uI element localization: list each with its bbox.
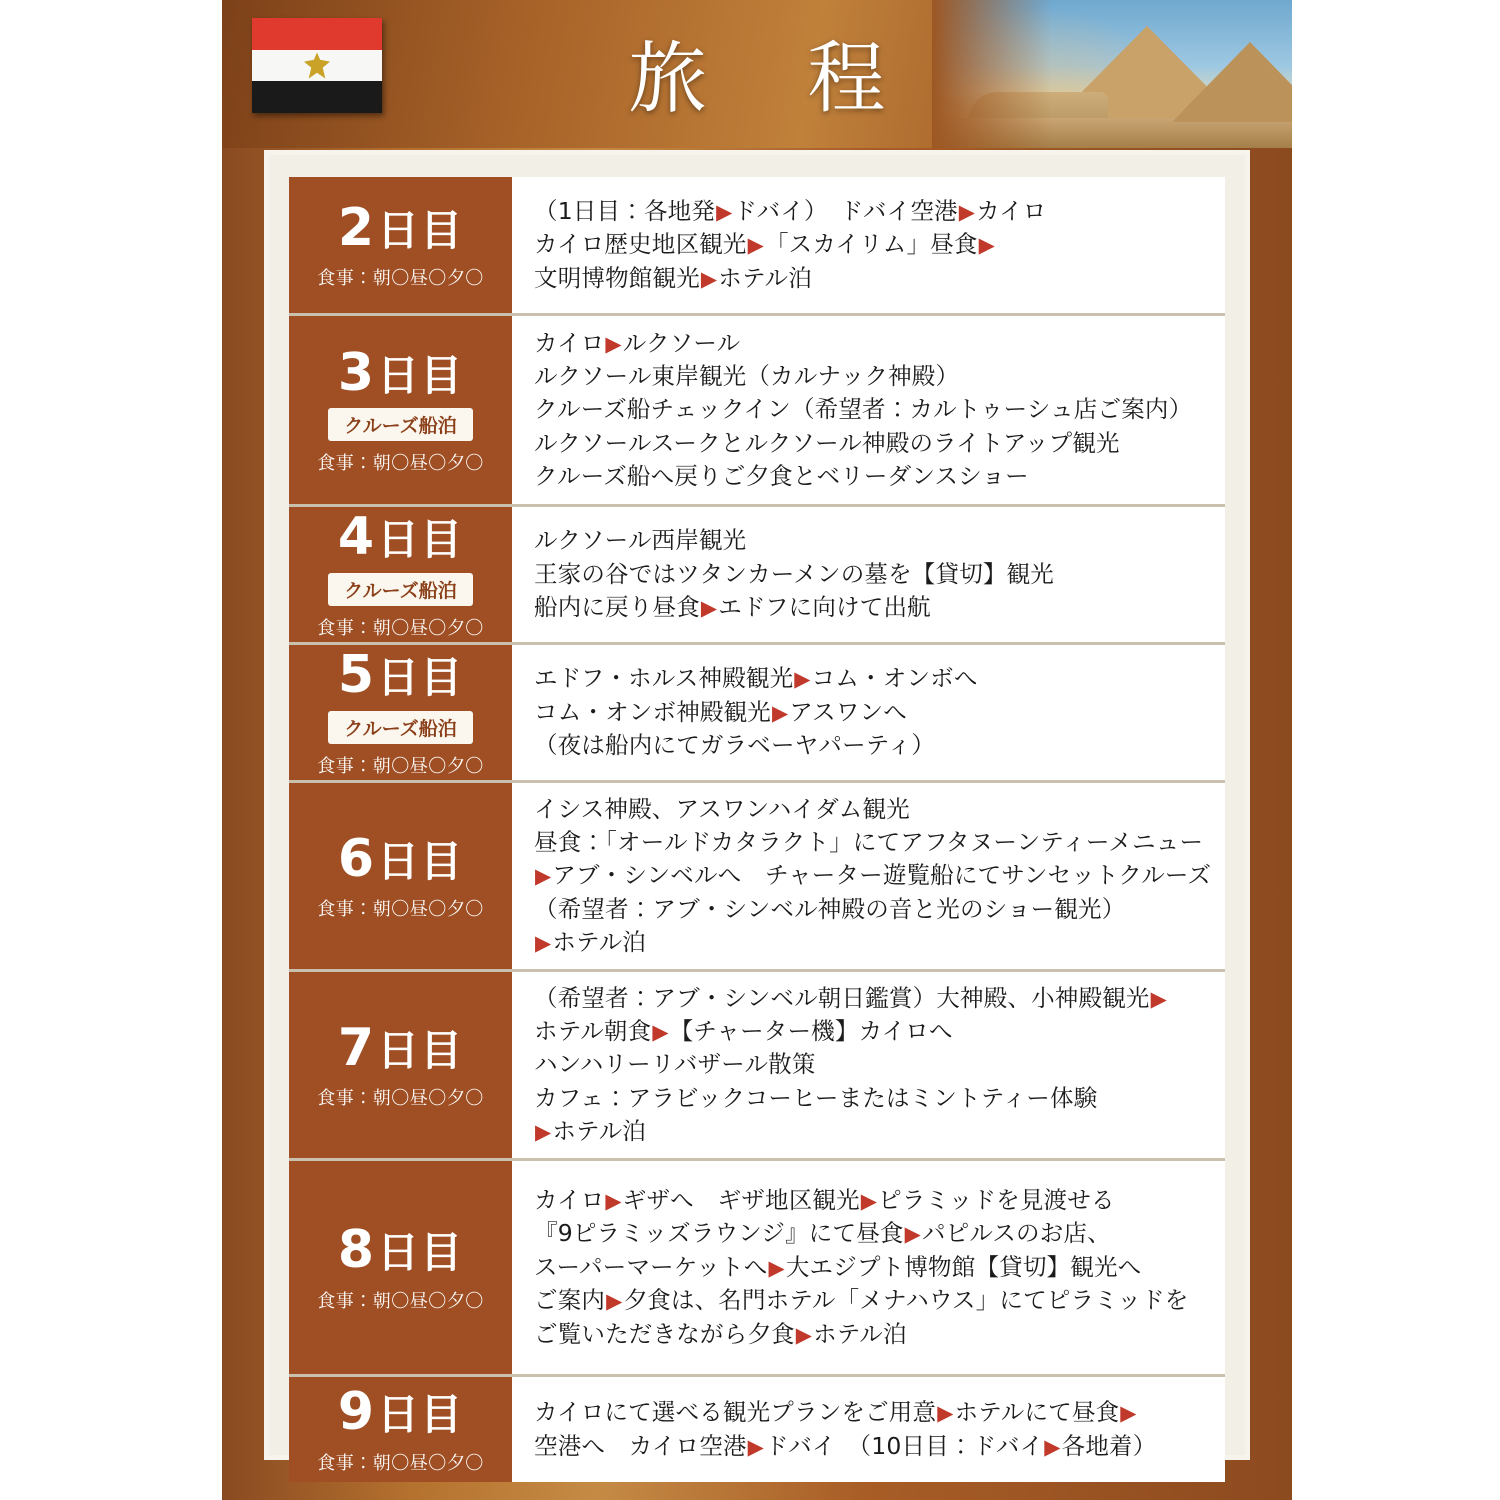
day-cell <box>289 1161 512 1374</box>
arrow-icon: ▶ <box>1150 986 1167 1011</box>
day-label <box>337 828 464 889</box>
decorative-frame <box>222 0 1292 1500</box>
description-line: カイロ▶ルクソール <box>534 328 741 357</box>
arrow-icon: ▶ <box>860 1189 878 1214</box>
arrow-icon: ▶ <box>716 199 733 224</box>
arrow-icon: ▶ <box>747 1434 764 1459</box>
arrow-icon: ▶ <box>700 596 718 621</box>
arrow-icon: ▶ <box>768 1255 785 1280</box>
description-line: ご覧いただきながら夕食▶ホテル泊 <box>534 1319 907 1348</box>
page-header <box>222 0 1292 148</box>
description-line: 昼食：「オールドカタラクト」にてアフタヌーンティーメニュー <box>534 827 1204 856</box>
page-title: 旅 程 <box>628 34 924 124</box>
arrow-icon: ▶ <box>978 233 995 258</box>
meal-info: 食事：朝〇昼〇夕〇 <box>317 899 484 921</box>
meal-info: 食事：朝〇昼〇夕〇 <box>317 1452 484 1474</box>
description-line: ▶アブ・シンベルへ チャーター遊覧船にてサンセットクルーズ <box>535 861 1212 890</box>
table-row <box>289 316 1225 504</box>
description-line: ルクソール東岸観光（カルナック神殿） <box>534 361 960 390</box>
day-cell <box>289 972 512 1158</box>
meal-info: 食事：朝〇昼〇夕〇 <box>317 1088 484 1110</box>
table-row <box>289 1377 1225 1482</box>
day-suffix: 日目 <box>377 1025 464 1075</box>
arrow-icon: ▶ <box>904 1222 921 1247</box>
description-line: カイロにて選べる観光プランをご用意▶ホテルにて昼食▶ <box>534 1398 1137 1427</box>
description-line: （希望者：アブ・シンベル朝日鑑賞）大神殿、小神殿観光▶ <box>534 983 1167 1012</box>
meal-info: 食事：朝〇昼〇夕〇 <box>317 617 484 639</box>
day-number: 7 <box>337 1017 376 1078</box>
description-line: ルクソール西岸観光 <box>534 526 747 555</box>
day-label <box>337 1017 464 1078</box>
table-row <box>289 507 1225 642</box>
arrow-icon: ▶ <box>652 1019 669 1044</box>
description-line: コム・オンボ神殿観光▶アスワンへ <box>534 697 907 726</box>
description-line: ハンハリーリバザール散策 <box>534 1050 816 1079</box>
day-suffix: 日目 <box>377 515 464 565</box>
description-line: （希望者：アブ・シンベル神殿の音と光のショー観光） <box>534 894 1126 923</box>
day-cell <box>289 783 512 969</box>
description-cell <box>512 1377 1225 1482</box>
arrow-icon: ▶ <box>958 199 976 224</box>
description-line: 空港へ カイロ空港▶ドバイ （10日目：ドバイ▶各地着） <box>534 1431 1157 1460</box>
day-label <box>337 645 464 706</box>
description-line: ▶ホテル泊 <box>535 1117 646 1146</box>
day-number: 9 <box>337 1382 376 1443</box>
arrow-icon: ▶ <box>535 931 552 956</box>
arrow-icon: ▶ <box>1044 1434 1061 1459</box>
arrow-icon: ▶ <box>606 1289 623 1314</box>
description-cell <box>512 972 1225 1158</box>
description-line: 『9ピラミッズラウンジ』にて昼食▶パピルスのお店、 <box>534 1219 1111 1248</box>
description-line: スーパーマーケットへ▶大エジプト博物館【貸切】観光へ <box>534 1252 1142 1281</box>
day-cell <box>289 316 512 504</box>
arrow-icon: ▶ <box>772 700 789 725</box>
itinerary-table <box>289 177 1225 1474</box>
meal-info: 食事：朝〇昼〇夕〇 <box>317 453 484 475</box>
day-suffix: 日目 <box>377 205 464 255</box>
day-label <box>337 197 464 258</box>
day-number: 3 <box>337 342 376 403</box>
day-suffix: 日目 <box>377 1390 464 1440</box>
table-row <box>289 1161 1225 1374</box>
description-cell <box>512 507 1225 642</box>
table-row <box>289 783 1225 969</box>
arrow-icon: ▶ <box>535 1120 552 1145</box>
table-row <box>289 177 1225 313</box>
cruise-badge: クルーズ船泊 <box>328 408 472 441</box>
arrow-icon: ▶ <box>937 1401 954 1426</box>
description-cell <box>512 783 1225 969</box>
description-line: （夜は船内にてガラベーヤパーティ） <box>534 731 936 760</box>
description-line: カフェ：アラビックコーヒーまたはミントティー体験 <box>534 1083 1098 1112</box>
arrow-icon: ▶ <box>535 864 552 889</box>
cruise-badge: クルーズ船泊 <box>328 573 472 606</box>
description-line: エドフ・ホルス神殿観光▶コム・オンボへ <box>534 664 978 693</box>
day-number: 6 <box>337 828 376 889</box>
day-suffix: 日目 <box>377 1228 464 1278</box>
description-line: カイロ歴史地区観光▶「スカイリム」昼食▶ <box>534 230 995 259</box>
arrow-icon: ▶ <box>605 331 622 356</box>
arrow-icon: ▶ <box>605 1189 622 1214</box>
description-line: カイロ▶ギザへ ギザ地区観光▶ピラミッドを見渡せる <box>534 1186 1115 1215</box>
day-cell <box>289 1377 512 1482</box>
description-cell <box>512 177 1225 313</box>
description-line: 王家の谷ではツタンカーメンの墓を【貸切】観光 <box>534 559 1054 588</box>
description-line: ルクソールスークとルクソール神殿のライトアップ観光 <box>534 428 1120 457</box>
day-suffix: 日目 <box>377 350 464 400</box>
description-line: 船内に戻り昼食▶エドフに向けて出航 <box>534 593 931 622</box>
day-label <box>337 1382 464 1443</box>
meal-info: 食事：朝〇昼〇夕〇 <box>317 268 484 290</box>
description-cell <box>512 645 1225 780</box>
description-line: クルーズ船へ戻りご夕食とベリーダンスショー <box>534 462 1029 491</box>
arrow-icon: ▶ <box>700 266 718 291</box>
day-cell <box>289 507 512 642</box>
description-line: ご案内▶夕食は、名門ホテル「メナハウス」にてピラミッドを <box>534 1286 1189 1315</box>
description-line: ▶ホテル泊 <box>535 928 646 957</box>
day-number: 2 <box>337 197 376 258</box>
day-suffix: 日目 <box>377 836 464 886</box>
description-line: ホテル朝食▶【チャーター機】カイロへ <box>534 1016 953 1045</box>
day-suffix: 日目 <box>377 653 464 703</box>
table-row <box>289 645 1225 780</box>
itinerary-panel <box>264 150 1250 1474</box>
description-cell <box>512 1161 1225 1374</box>
description-cell <box>512 316 1225 504</box>
arrow-icon: ▶ <box>747 233 764 258</box>
day-label <box>337 342 464 403</box>
day-number: 8 <box>337 1220 376 1281</box>
day-number: 4 <box>337 507 376 568</box>
description-line: イシス神殿、アスワンハイダム観光 <box>534 794 910 823</box>
arrow-icon: ▶ <box>794 667 811 692</box>
day-label <box>337 507 464 568</box>
meal-info: 食事：朝〇昼〇夕〇 <box>317 755 484 777</box>
table-row <box>289 972 1225 1158</box>
day-cell <box>289 645 512 780</box>
day-number: 5 <box>337 645 376 706</box>
description-line: 文明博物館観光▶ホテル泊 <box>534 263 812 292</box>
description-line: クルーズ船チェックイン（希望者：カルトゥーシュ店ご案内） <box>534 395 1193 424</box>
cruise-badge: クルーズ船泊 <box>328 711 472 744</box>
day-label <box>337 1220 464 1281</box>
description-line: （1日目：各地発▶ドバイ） ドバイ空港▶カイロ <box>534 196 1047 225</box>
arrow-icon: ▶ <box>1120 1401 1137 1426</box>
meal-info: 食事：朝〇昼〇夕〇 <box>317 1290 484 1312</box>
day-cell <box>289 177 512 313</box>
arrow-icon: ▶ <box>795 1322 813 1347</box>
